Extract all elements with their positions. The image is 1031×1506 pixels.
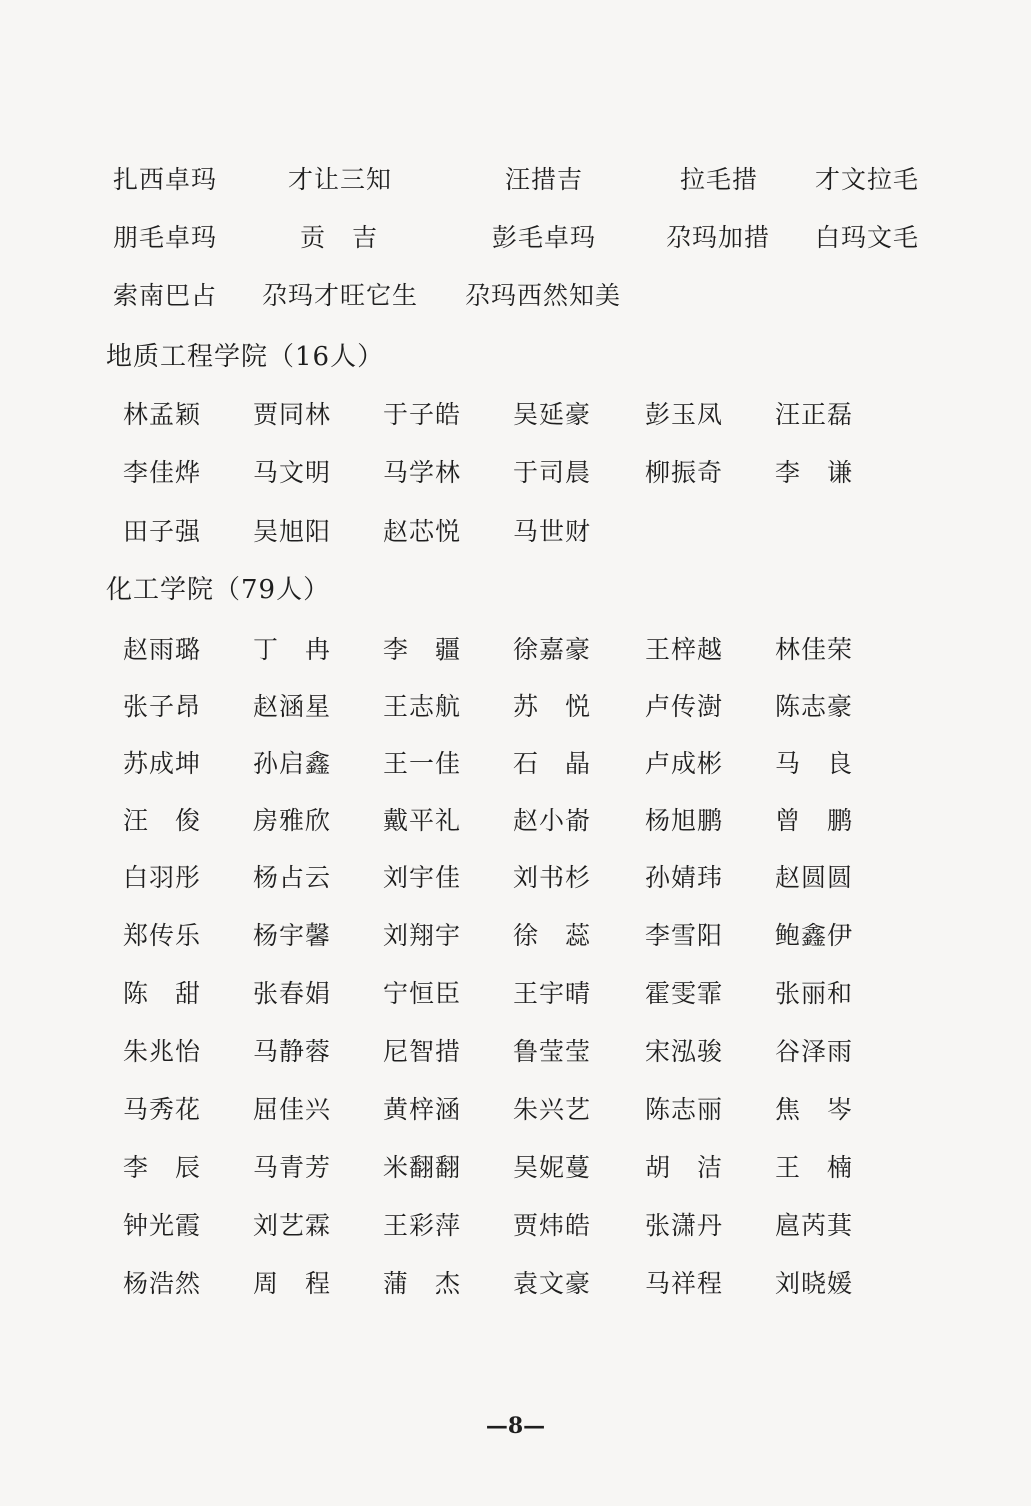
person-name: 丁 冉 — [253, 635, 332, 664]
name-row — [0, 974, 1031, 1014]
person-name: 尕玛加措 — [666, 223, 771, 252]
person-name: 彭玉凤 — [645, 400, 724, 429]
person-name: 霍雯霏 — [645, 979, 724, 1008]
name-row — [0, 218, 1031, 258]
person-name: 屈佳兴 — [253, 1095, 332, 1124]
name-row — [0, 395, 1031, 435]
person-name: 尼智措 — [383, 1037, 462, 1066]
name-row — [0, 858, 1031, 898]
person-name: 李雪阳 — [645, 921, 724, 950]
person-name: 汪正磊 — [775, 400, 854, 429]
person-name: 刘翔宇 — [383, 921, 462, 950]
person-name: 张潇丹 — [645, 1211, 724, 1240]
person-name: 索南巴占 — [113, 281, 218, 310]
person-name: 陈志丽 — [645, 1095, 724, 1124]
person-name: 马静蓉 — [253, 1037, 332, 1066]
person-name: 石 晶 — [513, 749, 592, 778]
person-name: 马世财 — [513, 517, 592, 546]
person-name: 陈志豪 — [775, 692, 854, 721]
person-name: 于司晨 — [513, 458, 592, 487]
name-row — [0, 801, 1031, 841]
person-name: 贾同林 — [253, 400, 332, 429]
person-name: 朱兆怡 — [123, 1037, 202, 1066]
person-name: 王一佳 — [383, 749, 462, 778]
person-name: 汪措吉 — [505, 165, 584, 194]
person-name: 白玛文毛 — [815, 223, 920, 252]
name-row — [0, 630, 1031, 670]
name-row — [0, 276, 1031, 316]
person-name: 吴延豪 — [513, 400, 592, 429]
name-row — [0, 1206, 1031, 1246]
person-name: 马青芳 — [253, 1153, 332, 1182]
person-name: 房雅欣 — [253, 806, 332, 835]
person-name: 田子强 — [123, 517, 202, 546]
name-row — [0, 1032, 1031, 1072]
person-name: 贾炜皓 — [513, 1211, 592, 1240]
person-name: 孙婧玮 — [645, 863, 724, 892]
name-row — [0, 744, 1031, 784]
person-name: 马秀花 — [123, 1095, 202, 1124]
person-name: 宁恒臣 — [383, 979, 462, 1008]
person-name: 才文拉毛 — [815, 165, 920, 194]
name-row — [0, 160, 1031, 200]
name-row — [0, 1090, 1031, 1130]
person-name: 贡 吉 — [300, 223, 379, 252]
person-name: 鲁莹莹 — [513, 1037, 592, 1066]
person-name: 朋毛卓玛 — [113, 223, 218, 252]
person-name: 李 辰 — [123, 1153, 202, 1182]
person-name: 米翻翻 — [383, 1153, 462, 1182]
person-name: 袁文豪 — [513, 1269, 592, 1298]
person-name: 杨旭鹏 — [645, 806, 724, 835]
person-name: 林佳荣 — [775, 635, 854, 664]
name-row — [0, 687, 1031, 727]
person-name: 李佳烨 — [123, 458, 202, 487]
person-name: 于子皓 — [383, 400, 462, 429]
person-name: 张春娟 — [253, 979, 332, 1008]
person-name: 蒲 杰 — [383, 1269, 462, 1298]
person-name: 杨占云 — [253, 863, 332, 892]
person-name: 卢成彬 — [645, 749, 724, 778]
section-heading: 化工学院（79人） — [106, 575, 331, 605]
person-name: 王宇晴 — [513, 979, 592, 1008]
person-name: 王志航 — [383, 692, 462, 721]
person-name: 苏成坤 — [123, 749, 202, 778]
person-name: 戴平礼 — [383, 806, 462, 835]
person-name: 杨宇馨 — [253, 921, 332, 950]
person-name: 刘晓媛 — [775, 1269, 854, 1298]
person-name: 苏 悦 — [513, 692, 592, 721]
person-name: 焦 岑 — [775, 1095, 854, 1124]
name-row — [0, 1264, 1031, 1304]
person-name: 刘宇佳 — [383, 863, 462, 892]
person-name: 谷泽雨 — [775, 1037, 854, 1066]
person-name: 周 程 — [253, 1269, 332, 1298]
person-name: 钟光霞 — [123, 1211, 202, 1240]
page-number: —8— — [485, 1413, 546, 1439]
person-name: 汪 俊 — [123, 806, 202, 835]
name-row — [0, 512, 1031, 552]
person-name: 白羽彤 — [123, 863, 202, 892]
person-name: 徐嘉豪 — [513, 635, 592, 664]
person-name: 鲍鑫伊 — [775, 921, 854, 950]
person-name: 尕玛西然知美 — [465, 281, 622, 310]
person-name: 赵涵星 — [253, 692, 332, 721]
person-name: 拉毛措 — [680, 165, 759, 194]
person-name: 黄梓涵 — [383, 1095, 462, 1124]
person-name: 胡 洁 — [645, 1153, 724, 1182]
person-name: 赵雨璐 — [123, 635, 202, 664]
person-name: 吴妮蔓 — [513, 1153, 592, 1182]
person-name: 马 良 — [775, 749, 854, 778]
person-name: 朱兴艺 — [513, 1095, 592, 1124]
section-heading: 地质工程学院（16人） — [106, 342, 385, 372]
person-name: 刘书杉 — [513, 863, 592, 892]
person-name: 赵小嵛 — [513, 806, 592, 835]
name-row — [0, 1148, 1031, 1188]
person-name: 马文明 — [253, 458, 332, 487]
person-name: 扎西卓玛 — [113, 165, 218, 194]
person-name: 张丽和 — [775, 979, 854, 1008]
name-row — [0, 453, 1031, 493]
name-row — [0, 916, 1031, 956]
person-name: 才让三知 — [288, 165, 393, 194]
person-name: 彭毛卓玛 — [492, 223, 597, 252]
person-name: 宋泓骏 — [645, 1037, 724, 1066]
person-name: 杨浩然 — [123, 1269, 202, 1298]
person-name: 赵圆圆 — [775, 863, 854, 892]
person-name: 李 谦 — [775, 458, 854, 487]
person-name: 陈 甜 — [123, 979, 202, 1008]
person-name: 尕玛才旺它生 — [262, 281, 419, 310]
person-name: 孙启鑫 — [253, 749, 332, 778]
person-name: 徐 蕊 — [513, 921, 592, 950]
person-name: 王梓越 — [645, 635, 724, 664]
person-name: 赵芯悦 — [383, 517, 462, 546]
person-name: 曾 鹏 — [775, 806, 854, 835]
person-name: 王 楠 — [775, 1153, 854, 1182]
person-name: 马祥程 — [645, 1269, 724, 1298]
person-name: 林孟颖 — [123, 400, 202, 429]
person-name: 卢传澍 — [645, 692, 724, 721]
person-name: 刘艺霖 — [253, 1211, 332, 1240]
person-name: 李 疆 — [383, 635, 462, 664]
person-name: 扈芮萁 — [775, 1211, 854, 1240]
person-name: 郑传乐 — [123, 921, 202, 950]
person-name: 张子昂 — [123, 692, 202, 721]
person-name: 柳振奇 — [645, 458, 724, 487]
person-name: 马学林 — [383, 458, 462, 487]
person-name: 吴旭阳 — [253, 517, 332, 546]
person-name: 王彩萍 — [383, 1211, 462, 1240]
